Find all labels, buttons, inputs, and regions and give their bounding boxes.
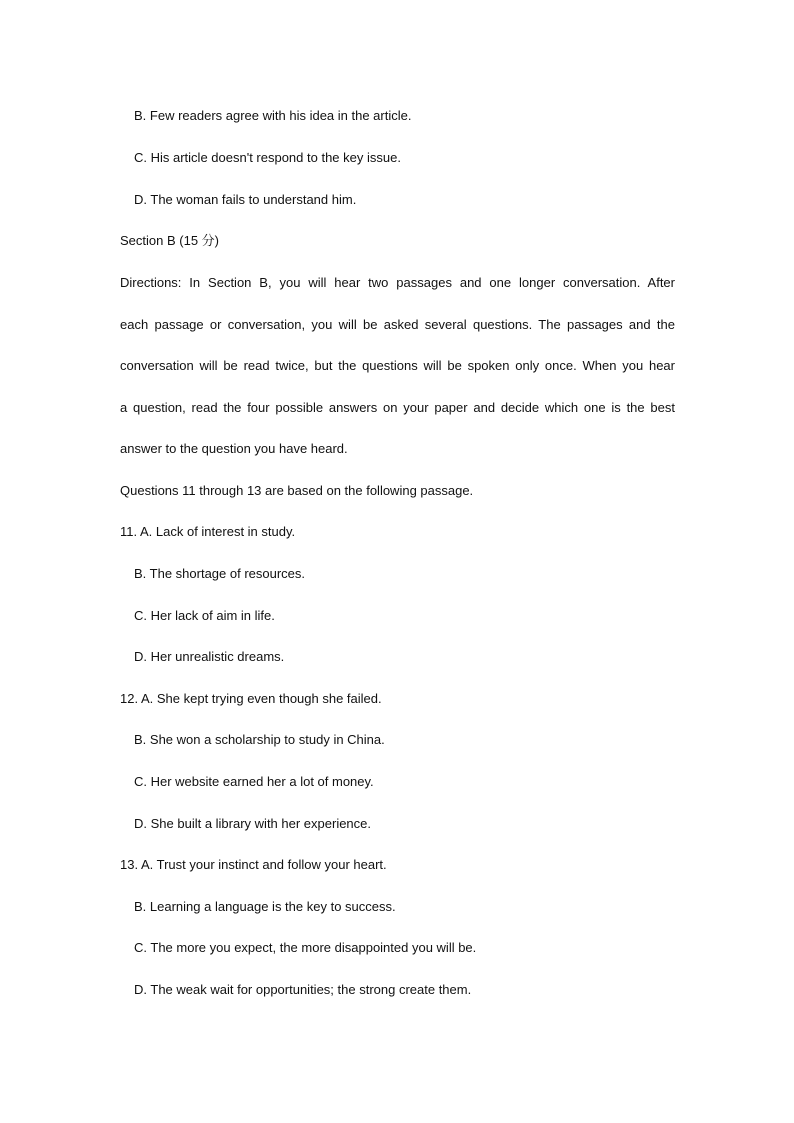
option-c: C. His article doesn't respond to the key issue. (134, 150, 401, 165)
question-group-heading: Questions 11 through 13 are based on the following passage. (120, 483, 474, 498)
question-11-option-b: B. The shortage of resources. (134, 566, 306, 581)
question-11-option-a: 11. A. Lack of interest in study. (120, 524, 296, 539)
question-13-option-d: D. The weak wait for opportunities; the strong create them. (134, 982, 472, 997)
question-13-option-a: 13. A. Trust your instinct and follow your heart. (120, 857, 387, 872)
question-11-option-d: D. Her unrealistic dreams. (134, 649, 285, 664)
question-12-option-a: 12. A. She kept trying even though she failed. (120, 691, 382, 706)
section-b-heading: Section B (15 分) (120, 233, 219, 248)
option-b: B. Few readers agree with his idea in the article. (134, 108, 412, 123)
directions-line-2: each passage or conversation, you will be asked several questions. The passages and the (120, 317, 675, 332)
directions-line-5: answer to the question you have heard. (120, 441, 348, 456)
question-11-option-c: C. Her lack of aim in life. (134, 608, 275, 623)
directions-line-3: conversation will be read twice, but the questions will be spoken only once. When you hear (120, 358, 675, 373)
option-d: D. The woman fails to understand him. (134, 192, 357, 207)
directions-label: Directions (120, 275, 178, 290)
directions-line-4: a question, read the four possible answers on your paper and decide which one is the best (120, 400, 675, 415)
question-12-option-c: C. Her website earned her a lot of money. (134, 774, 374, 789)
question-13-option-c: C. The more you expect, the more disappointed you will be. (134, 940, 477, 955)
directions-line-1 (120, 274, 675, 292)
question-12-option-d: D. She built a library with her experience. (134, 816, 372, 831)
question-12-option-b: B. She won a scholarship to study in China. (134, 732, 385, 747)
directions-text-1: : In Section B, you will hear two passages and one longer conversation. After (177, 275, 675, 290)
question-13-option-b: B. Learning a language is the key to success. (134, 899, 396, 914)
